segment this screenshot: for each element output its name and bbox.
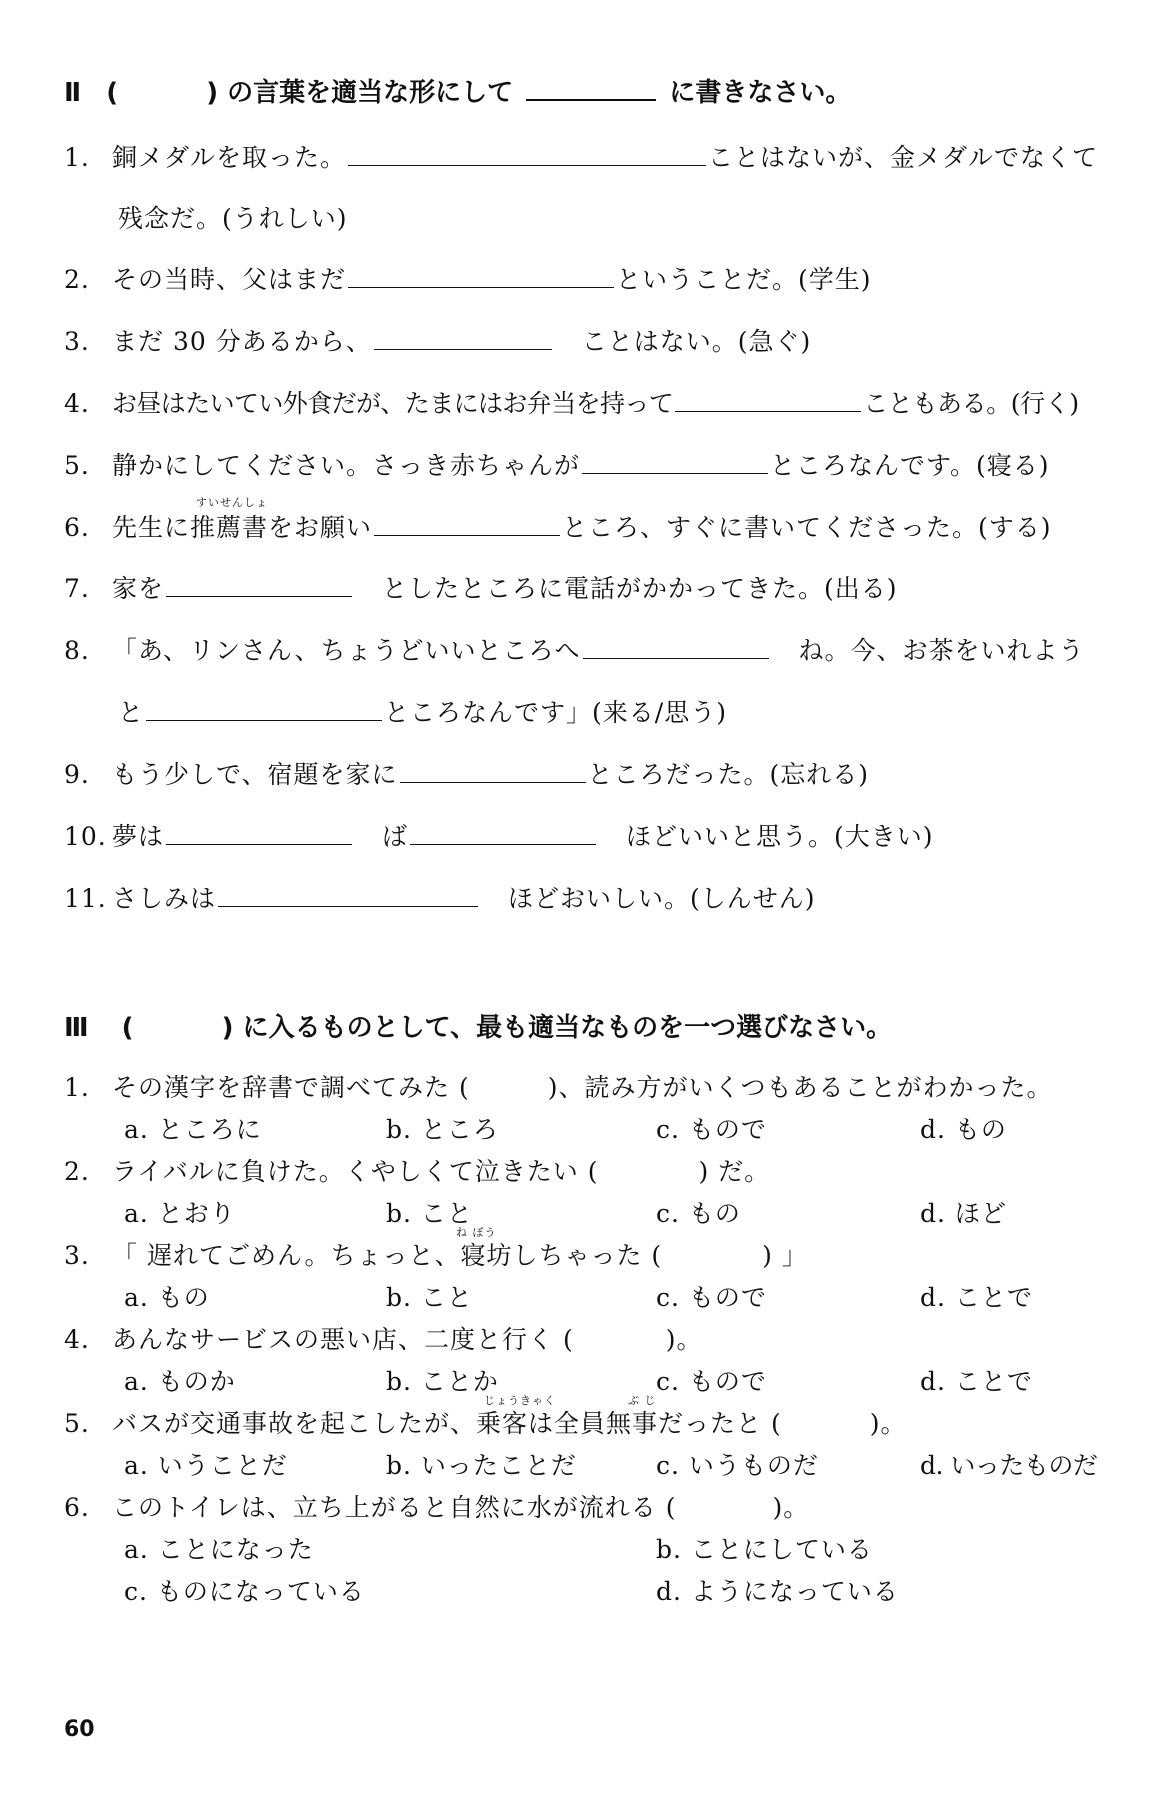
- s2-item-11-num: 11.: [64, 884, 107, 913]
- s3-q3-option-a[interactable]: a. もの: [124, 1283, 210, 1312]
- s3-q1-option-d[interactable]: d. もの: [920, 1115, 1007, 1144]
- s3-q3-option-c[interactable]: c. もので: [656, 1283, 767, 1312]
- s3-q5-furigana-2: ぶ じ: [628, 1394, 657, 1407]
- s3-q5-option-b[interactable]: b. いったことだ: [386, 1451, 577, 1480]
- s2-item-10-text-a: 夢は: [112, 822, 165, 851]
- section2-open-paren: (: [106, 78, 119, 108]
- s3-question-3: [64, 1236, 808, 1272]
- s2-item-6-text-a: 先生に推薦書をお願い: [112, 513, 373, 542]
- s2-item-4-num: 4.: [64, 389, 90, 418]
- s2-item-9-num: 9.: [64, 760, 90, 789]
- s3-q6-option-d[interactable]: d. ようになっている: [656, 1577, 899, 1606]
- s2-item-3-blank[interactable]: [374, 327, 552, 350]
- s2-item-11-text-b: ほどおいしい。(しんせん): [508, 884, 816, 913]
- s3-q5-text-b: )。: [869, 1409, 907, 1438]
- s3-q1-num: 1.: [64, 1073, 90, 1102]
- s2-item-8-blank-1[interactable]: [583, 636, 769, 659]
- s3-question-2: [64, 1152, 770, 1188]
- s3-q4-text-b: )。: [665, 1325, 703, 1354]
- s3-q6-option-c[interactable]: c. ものになっている: [124, 1577, 365, 1606]
- s2-item-2-text-b: ということだ。(学生): [616, 265, 872, 294]
- s2-item-5-text-b: ところなんです。(寝る): [770, 451, 1050, 480]
- s3-question-5: [64, 1404, 906, 1440]
- s3-q4-num: 4.: [64, 1325, 90, 1354]
- s2-item-2: [64, 260, 872, 296]
- section3-open-paren: (: [121, 1013, 134, 1043]
- section3-numeral: Ⅲ: [64, 1013, 89, 1043]
- s2-item-6-furigana: すいせんしょ: [196, 496, 268, 509]
- s2-item-5-text-a: 静かにしてください。さっき赤ちゃんが: [112, 451, 581, 480]
- s2-item-6: [64, 508, 1052, 544]
- section2-numeral: Ⅱ: [64, 78, 82, 108]
- s3-q2-option-d[interactable]: d. ほど: [920, 1199, 1007, 1228]
- s3-q4-text-a: あんなサービスの悪い店、二度と行く (: [112, 1325, 574, 1354]
- s3-q2-option-b[interactable]: b. こと: [386, 1199, 473, 1228]
- s2-item-1-num: 1.: [64, 143, 90, 172]
- s3-q1-text-b: )、読み方がいくつもあることがわかった。: [547, 1073, 1053, 1102]
- s3-question-6: [64, 1488, 809, 1524]
- s2-item-1: [64, 138, 1098, 174]
- s2-item-10-blank-1[interactable]: [166, 822, 352, 845]
- s3-q3-furigana: ね ぼう: [456, 1226, 497, 1239]
- s2-item-10-blank-2[interactable]: [410, 822, 596, 845]
- s2-item-6-num: 6.: [64, 513, 90, 542]
- s3-q5-text-a: バスが交通事故を起こしたが、乗客は全員無事だったと (: [112, 1409, 782, 1438]
- s2-item-1-continuation: [118, 199, 348, 235]
- section2-header-blank: [526, 75, 656, 101]
- s2-item-7-blank[interactable]: [166, 574, 352, 597]
- s3-q4-option-b[interactable]: b. ことか: [386, 1367, 499, 1396]
- s2-item-8-cont-text-a: と: [118, 698, 145, 727]
- s2-item-2-text-a: その当時、父はまだ: [112, 265, 347, 294]
- s2-item-8-blank-2[interactable]: [146, 698, 382, 721]
- s3-q4-option-d[interactable]: d. ことで: [920, 1367, 1033, 1396]
- s3-q6-text-b: )。: [772, 1493, 810, 1522]
- s3-q6-option-b[interactable]: b. ことにしている: [656, 1535, 873, 1564]
- s2-item-8-text-a: 「あ、リンさん、ちょうどいいところへ: [112, 636, 581, 665]
- s3-q1-text-a: その漢字を辞書で調べてみた (: [112, 1073, 470, 1102]
- s2-item-7: [64, 569, 898, 605]
- s2-item-5-num: 5.: [64, 451, 90, 480]
- s3-q3-num: 3.: [64, 1241, 90, 1270]
- s3-q5-num: 5.: [64, 1409, 90, 1438]
- s3-q6-text-a: このトイレは、立ち上がると自然に水が流れる (: [112, 1493, 677, 1522]
- s2-item-7-text-a: 家を: [112, 574, 165, 603]
- s2-item-8-continuation: [118, 693, 727, 729]
- s2-item-1-cont-text: 残念だ。(うれしい): [118, 204, 348, 233]
- s3-q6-option-a[interactable]: a. ことになった: [124, 1535, 314, 1564]
- s2-item-1-text-b: ことはないが、金メダルでなくて: [708, 143, 1099, 172]
- s3-q5-furigana-1: じょうきゃく: [484, 1394, 556, 1407]
- s3-question-4: [64, 1320, 702, 1356]
- s3-q3-text-b: ) 」: [762, 1241, 808, 1270]
- s2-item-11: [64, 879, 816, 915]
- s2-item-8-num: 8.: [64, 636, 90, 665]
- s3-q2-text-a: ライバルに負けた。くやしくて泣きたい (: [112, 1157, 599, 1186]
- s3-q3-option-d[interactable]: d. ことで: [920, 1283, 1033, 1312]
- s2-item-1-text-a: 銅メダルを取った。: [112, 143, 347, 172]
- s2-item-6-blank[interactable]: [374, 513, 560, 536]
- s3-q2-option-a[interactable]: a. とおり: [124, 1199, 236, 1228]
- s2-item-3-text-a: まだ 30 分あるから、: [112, 327, 372, 356]
- section3-header: [64, 1007, 892, 1044]
- s2-item-10: [64, 817, 934, 853]
- s2-item-3-num: 3.: [64, 327, 90, 356]
- s3-q1-option-b[interactable]: b. ところ: [386, 1115, 499, 1144]
- s2-item-2-blank[interactable]: [348, 265, 614, 288]
- s2-item-2-num: 2.: [64, 265, 90, 294]
- s2-item-4-text-b: こともある。(行く): [863, 389, 1079, 418]
- s3-question-1: [64, 1068, 1052, 1104]
- s2-item-4-text-a: お昼はたいてい外食だが、たまにはお弁当を持って: [112, 389, 674, 418]
- page-number: 60: [64, 1717, 95, 1742]
- s2-item-5: [64, 446, 1050, 482]
- s2-item-9-blank[interactable]: [400, 760, 586, 783]
- s2-item-7-text-b: としたところに電話がかかってきた。(出る): [382, 574, 898, 603]
- s2-item-9-text-b: ところだった。(忘れる): [587, 760, 870, 789]
- s2-item-6-text-b: ところ、すぐに書いてくださった。(する): [562, 513, 1052, 542]
- section2-close-paren: ): [206, 78, 219, 108]
- s2-item-7-num: 7.: [64, 574, 90, 603]
- s3-q1-option-c[interactable]: c. もので: [656, 1115, 767, 1144]
- s2-item-8-cont-text-b: ところなんです」(来る/思う): [384, 698, 727, 727]
- s2-item-4: [64, 384, 1079, 420]
- s3-q5-option-a[interactable]: a. いうことだ: [124, 1451, 288, 1480]
- s2-item-5-blank[interactable]: [582, 451, 768, 474]
- s2-item-9-text-a: もう少しで、宿題を家に: [112, 760, 398, 789]
- s3-q4-option-c[interactable]: c. もので: [656, 1367, 767, 1396]
- section2-instruction-2: に書きなさい。: [669, 78, 852, 108]
- s3-q6-num: 6.: [64, 1493, 90, 1522]
- s2-item-3: [64, 322, 811, 358]
- s2-item-10-text-mid: ば: [382, 822, 409, 851]
- s2-item-9: [64, 755, 869, 791]
- s2-item-1-blank[interactable]: [348, 143, 706, 166]
- s2-item-10-num: 10.: [64, 822, 107, 851]
- s3-q3-option-b[interactable]: b. こと: [386, 1283, 473, 1312]
- section3-close-paren: ): [221, 1013, 234, 1043]
- s2-item-8: [64, 631, 1085, 667]
- section2-header: [64, 72, 851, 109]
- s3-q1-option-a[interactable]: a. ところに: [124, 1115, 262, 1144]
- s2-item-3-text-b: ことはない。(急ぐ): [581, 327, 812, 356]
- s2-item-4-blank[interactable]: [675, 389, 861, 412]
- s3-q2-text-b: ) だ。: [698, 1157, 771, 1186]
- s3-q4-option-a[interactable]: a. ものか: [124, 1367, 236, 1396]
- s2-item-10-text-b: ほどいいと思う。(大きい): [626, 822, 934, 851]
- section3-instruction: に入るものとして、最も適当なものを一つ選びなさい。: [242, 1013, 893, 1043]
- s3-q3-text-a: 「 遅れてごめん。ちょっと、寝坊しちゃった (: [112, 1241, 663, 1270]
- section2-instruction-1: の言葉を適当な形にして: [227, 78, 514, 108]
- s2-item-11-text-a: さしみは: [112, 884, 217, 913]
- s2-item-8-text-b: ね。今、お茶をいれよう: [798, 636, 1085, 665]
- s2-item-11-blank[interactable]: [218, 884, 478, 907]
- s3-q2-num: 2.: [64, 1157, 90, 1186]
- s3-q2-option-c[interactable]: c. もの: [656, 1199, 741, 1228]
- s3-q5-option-d[interactable]: d. いったものだ: [920, 1451, 1098, 1480]
- s3-q5-option-c[interactable]: c. いうものだ: [656, 1451, 819, 1480]
